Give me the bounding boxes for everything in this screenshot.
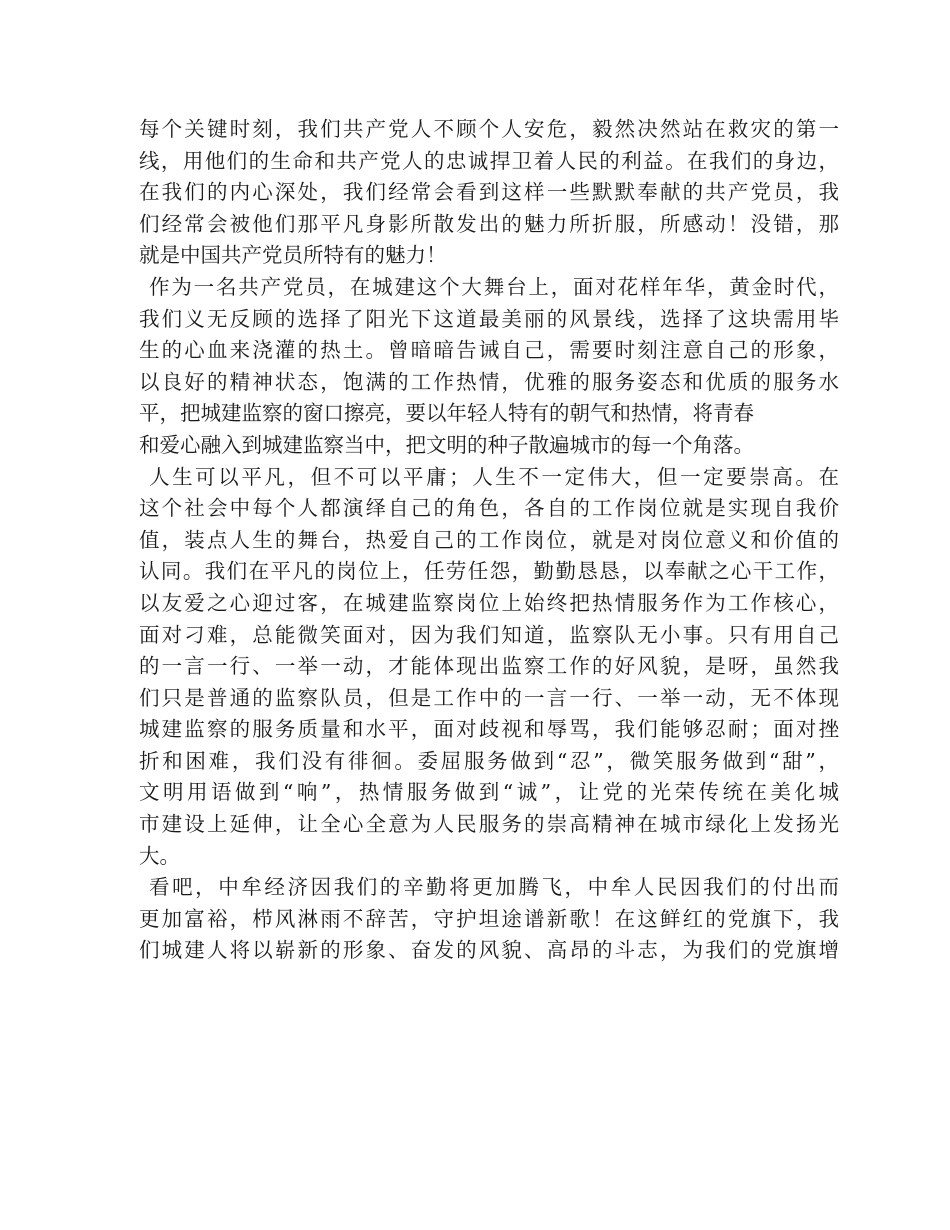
text-line: 生的心血来浇灌的热土。曾暗暗告诫自己，需要时刻注意自己的形象，	[139, 338, 839, 363]
text-line: 更加富裕，栉风淋雨不辞苦，守护坦途谱新歌！在这鲜红的党旗下，我	[139, 906, 839, 931]
text-line: 们只是普通的监察队员，但是工作中的一言一行、一举一动，无不体现	[139, 685, 839, 710]
paragraph-start-line: 作为一名共产党员，在城建这个大舞台上，面对花样年华，黄金时代，	[149, 274, 839, 299]
text-line: 面对刁难，总能微笑面对，因为我们知道，监察队无小事。只有用自己	[139, 622, 839, 647]
text-line: 以友爱之心迎过客，在城建监察岗位上始终把热情服务作为工作核心，	[139, 590, 839, 615]
text-line: 们经常会被他们那平凡身影所散发出的魅力所折服，所感动！没错，那	[139, 211, 839, 236]
text-line: 们城建人将以崭新的形象、奋发的风貌、高昂的斗志，为我们的党旗增	[139, 938, 839, 963]
document-body	[139, 114, 839, 967]
text-line: 这个社会中每个人都演绎自己的角色，各自的工作岗位就是实现自我价	[139, 496, 839, 521]
text-line: 平，把城建监察的窗口擦亮，要以年轻人特有的朝气和热情，将青春	[139, 401, 754, 426]
text-line: 在我们的内心深处，我们经常会看到这样一些默默奉献的共产党员，我	[139, 180, 839, 205]
text-line: 大。	[139, 843, 180, 868]
text-line: 每个关键时刻，我们共产党人不顾个人安危，毅然决然站在救灾的第一	[139, 117, 839, 141]
paragraph-start-line: 看吧，中牟经济因我们的辛勤将更加腾飞，中牟人民因我们的付出而	[149, 875, 839, 900]
paragraph-start-line: 人生可以平凡，但不可以平庸；人生不一定伟大，但一定要崇高。在	[149, 464, 839, 489]
text-line: 和爱心融入到城建监察当中，把文明的种子散遍城市的每一个角落。	[139, 432, 754, 457]
text-line: 文明用语做到“响”，热情服务做到“诚”，让党的光荣传统在美化城	[139, 780, 839, 805]
text-line: 就是中国共产党员所特有的魅力！	[139, 243, 447, 268]
text-line: 以良好的精神状态，饱满的工作热情，优雅的服务姿态和优质的服务水	[139, 369, 839, 394]
text-line: 值，装点人生的舞台，热爱自己的工作岗位，就是对岗位意义和价值的	[139, 527, 839, 552]
text-line: 的一言一行、一举一动，才能体现出监察工作的好风貌，是呀，虽然我	[139, 654, 839, 679]
text-line: 认同。我们在平凡的岗位上，任劳任怨，勤勤恳恳，以奉献之心干工作，	[139, 559, 839, 584]
text-line: 折和困难，我们没有徘徊。委屈服务做到“忍”，微笑服务做到“甜”，	[139, 748, 839, 773]
text-line: 市建设上延伸，让全心全意为人民服务的崇高精神在城市绿化上发扬光	[139, 812, 839, 837]
text-line: 我们义无反顾的选择了阳光下这道最美丽的风景线，选择了这块需用毕	[139, 306, 839, 331]
text-line: 城建监察的服务质量和水平，面对歧视和辱骂，我们能够忍耐；面对挫	[139, 717, 839, 742]
text-line: 线，用他们的生命和共产党人的忠诚捍卫着人民的利益。在我们的身边，	[139, 148, 839, 173]
